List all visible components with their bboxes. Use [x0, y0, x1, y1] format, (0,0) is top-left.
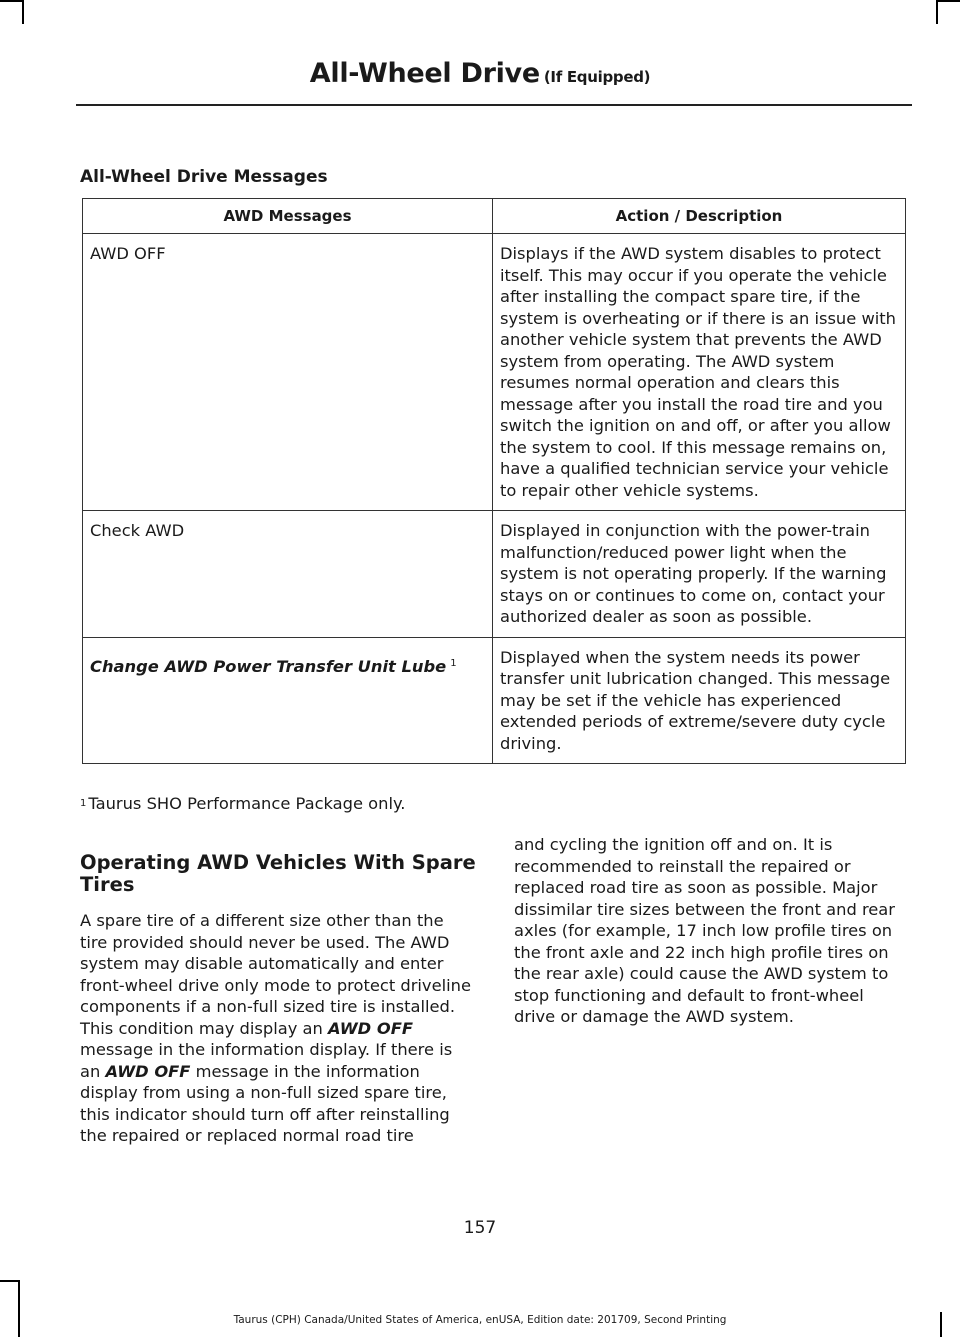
paragraph: and cycling the ignition off and on. It is recommended to reinstall the repaired or replaced road tire as soon as possible. Major dissimilar tire sizes between the front and rear axles (for example, 17 inch low profile tires on the front axle and 22 inch high profile tires on the rear axle) could cause the AWD system to stop functioning and default to front-wheel drive or damage the AWD system. — [514, 835, 895, 1026]
page-footer: Taurus (CPH) Canada/United States of America, enUSA, Edition date: 201709, Second Printing — [233, 1314, 727, 1326]
chapter-title-sub: (If Equipped) — [543, 68, 651, 86]
message-cell: Check AWD — [83, 511, 493, 638]
message-text: Change AWD Power Transfer Unit Lube — [90, 656, 447, 676]
footnote-marker: 1 — [80, 798, 87, 809]
crop-mark — [0, 1280, 20, 1282]
chapter-title-main: All-Wheel Drive — [309, 58, 540, 89]
description-cell: Displayed in conjunction with the power-train malfunction/reduced power light when the system is not operating properly. If the warning stays on or continues to come on, contact your authorized dealer as soon as possible. — [493, 511, 906, 638]
message-cell: AWD OFF — [83, 234, 493, 511]
footnote-marker: 1 — [450, 657, 457, 669]
left-column — [80, 852, 476, 1147]
table-row — [83, 637, 906, 764]
right-column — [514, 834, 907, 1028]
description-cell: Displayed when the system needs its power transfer unit lubrication changed. This message may be set if the vehicle has experienced extended periods of extreme/severe duty cycle driving. — [493, 637, 906, 764]
text-run: message in the information display from using a non-full sized spare tire, this indicator should turn off after reinstalling the repaired or replaced normal road tire — [80, 1061, 450, 1145]
section-title: All-Wheel Drive Messages — [80, 167, 328, 187]
section-heading: Operating AWD Vehicles With Spare Tires — [80, 851, 476, 896]
footnote-text: Taurus SHO Performance Package only. — [88, 794, 406, 813]
awd-messages-table — [82, 198, 906, 764]
table-row — [83, 234, 906, 511]
text-run: message in the information display. If there is an — [80, 1040, 453, 1081]
message-cell — [83, 637, 493, 764]
crop-mark — [0, 0, 22, 2]
table-row — [83, 511, 906, 638]
crop-mark — [22, 0, 24, 24]
chapter-title — [0, 58, 960, 89]
emphasis-text: AWD OFF — [105, 1061, 191, 1081]
paragraph — [80, 910, 476, 1147]
footnote — [80, 793, 405, 815]
page-number: 157 — [463, 1218, 497, 1238]
column-header-description: Action / Description — [493, 199, 906, 234]
crop-mark — [18, 1280, 20, 1337]
crop-mark — [936, 0, 938, 24]
emphasis-text: AWD OFF — [328, 1018, 413, 1038]
text-run: A spare tire of a different size other than the tire provided should never be used. The AWD system may disable automatically and enter front-wheel drive only mode to protect driveline components if a non-full sized tire is installed. This condition may display an — [80, 911, 471, 1038]
table-header-row — [83, 199, 906, 234]
header-rule — [76, 104, 912, 106]
crop-mark — [938, 0, 960, 2]
column-header-messages: AWD Messages — [83, 199, 493, 234]
description-cell: Displays if the AWD system disables to protect itself. This may occur if you operate the vehicle after installing the compact spare tire, if the system is overheating or if there is an issue with another vehicle system that prevents the AWD system from operating. The AWD system resumes normal operation and clears this message after you install the road tire and you switch the ignition on and off, or after you allow the system to cool. If this message remains on, have a qualified technician service your vehicle to repair other vehicle systems. — [493, 234, 906, 511]
